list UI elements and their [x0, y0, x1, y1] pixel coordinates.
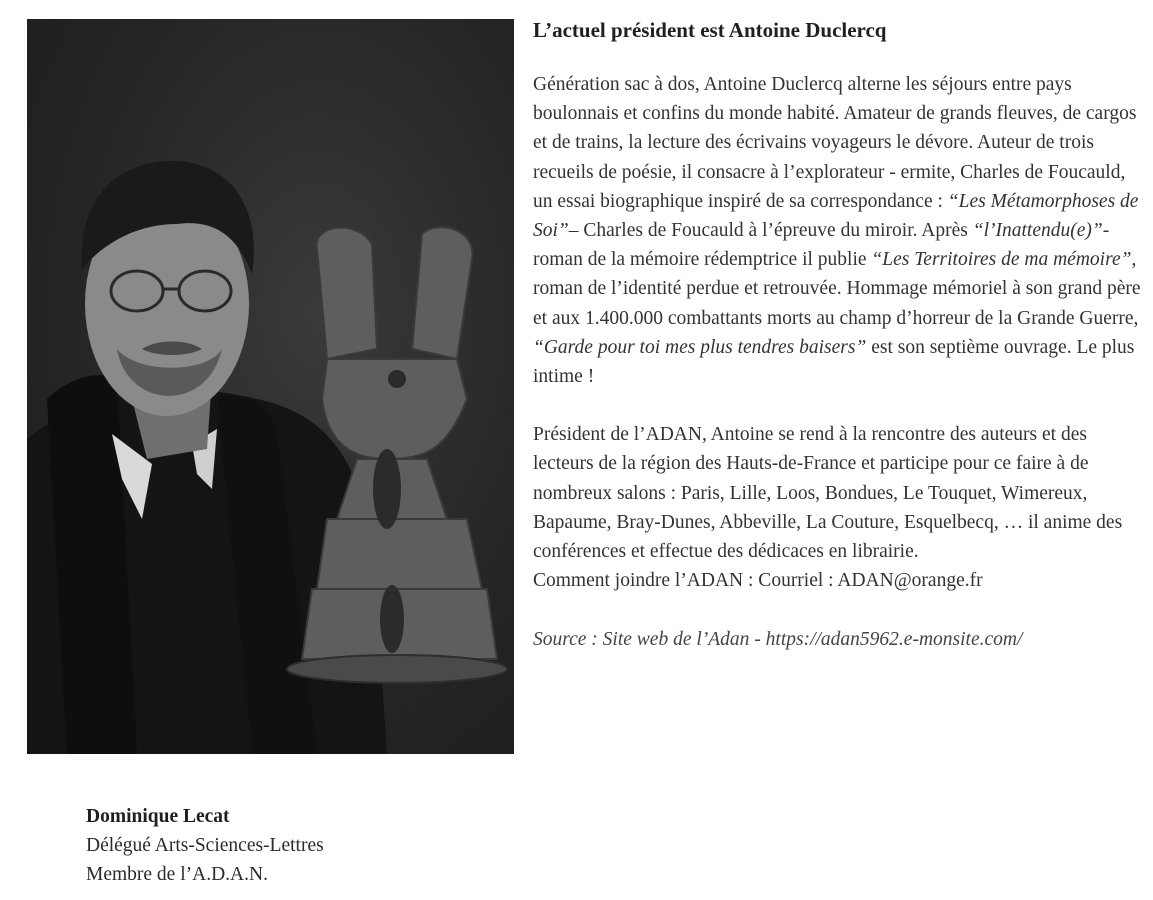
president-paragraph: Président de l’ADAN, Antoine se rend à la rencontre des auteurs et des lecteurs de la région des Hauts-de-France et participe pour ce faire à de nombreux salons : Paris, Lille, Loos, Bondues, Le Touquet, Wimereux, Bapaume, Bray-Dunes, Abbeville, La Couture, Esquelbecq, … il anime des conférences et effectue des dédicaces en librairie. [533, 424, 1123, 563]
signature-block [86, 802, 486, 889]
portrait-photo [27, 19, 514, 754]
biography-paragraph [533, 70, 1148, 391]
book-title-metamorphoses: “Les Métamorphoses de Soi” [533, 190, 1139, 242]
book-title-territoires: “Les Territoires de ma mémoire” [871, 249, 1132, 271]
bio-text-2: – Charles de Foucauld à l’épreuve du miroir. Après [568, 220, 973, 242]
article [533, 16, 1148, 654]
article-heading: L’actuel président est Antoine Duclercq [533, 18, 887, 42]
paragraph-spacer [533, 391, 1148, 420]
bio-text-3: - roman de la mémoire rédemptrice il publie [533, 220, 1110, 271]
signature-role: Délégué Arts-Sciences-Lettres [86, 835, 324, 856]
signature-member: Membre de l’A.D.A.N. [86, 864, 268, 885]
signature-name: Dominique Lecat [86, 806, 230, 827]
portrait-illustration [27, 19, 514, 754]
book-title-garde: “Garde pour toi mes plus tendres baisers” [533, 336, 867, 358]
bio-text-1: Génération sac à dos, Antoine Duclercq alterne les séjours entre pays boulonnais et confins du monde habité. Amateur de grands fleuves, de cargos et de trains, la lecture des écrivains voyageurs le dévore. Auteur de trois recueils de poésie, il consacre à l’explorateur - ermite, Charles de Foucauld, un essai biographique inspiré de sa correspondance : [533, 74, 1137, 212]
contact-line: Comment joindre l’ADAN : Courriel : ADAN@orange.fr [533, 570, 983, 592]
book-title-inattendue: “l’Inattendu(e)” [972, 220, 1103, 242]
source-line: Source : Site web de l’Adan - https://adan5962.e-monsite.com/ [533, 629, 1023, 651]
bio-text-4: , roman de l’identité perdue et retrouvée. Hommage mémoriel à son grand père et aux 1.400.000 combattants morts au champ d’horreur de la Grande Guerre, [533, 249, 1141, 329]
bio-text-5: est son septième ouvrage. Le plus intime ! [533, 336, 1135, 388]
